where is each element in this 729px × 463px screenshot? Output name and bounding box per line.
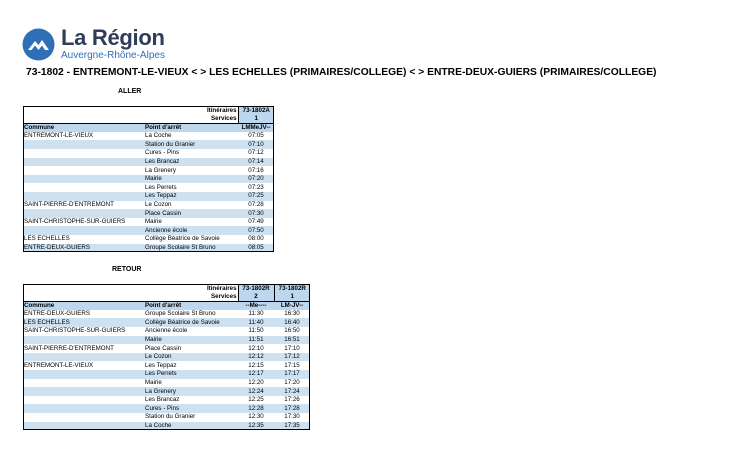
retour-timetable [23, 284, 310, 430]
commune-cell [23, 140, 144, 149]
table-row [23, 344, 310, 353]
time-cell: 17:12 [274, 353, 310, 362]
table-row [23, 235, 274, 244]
table-row [23, 336, 310, 345]
services-label: Services [23, 293, 238, 302]
commune-cell [23, 149, 144, 158]
commune-column-header: Commune [23, 123, 144, 132]
aller-heading: ALLER [118, 88, 142, 95]
commune-cell [23, 226, 144, 235]
time-cell: 16:51 [274, 336, 310, 345]
commune-cell [23, 379, 144, 388]
time-cell: 16:40 [274, 318, 310, 327]
commune-cell: LES ECHELLES [23, 235, 144, 244]
time-cell: 17:10 [284, 344, 300, 352]
stop-cell: Les Brancaz [144, 158, 238, 167]
commune-cell: SAINT-PIERRE-D'ENTREMONT [23, 201, 144, 210]
time-cell: 17:26 [284, 396, 300, 404]
table-row [23, 140, 274, 149]
commune-cell [23, 183, 144, 192]
table-row [23, 370, 310, 379]
table-row [23, 404, 310, 413]
stop-cell: Collège Béatrice de Savoie [145, 235, 220, 243]
time-cell: 08:05 [238, 244, 274, 253]
time-cell: 08:00 [248, 235, 264, 243]
itineraires-label: Itinéraires [23, 106, 238, 115]
time-cell: 12:17 [238, 370, 274, 379]
stop-cell: Groupe Scolaire St Bruno [145, 310, 216, 318]
stop-column-header: Point d'arrêt [144, 123, 238, 132]
service-days: --Me---- [238, 301, 274, 310]
commune-cell [23, 209, 144, 218]
commune-cell [23, 192, 144, 201]
commune-cell [23, 387, 144, 396]
itinerary-code: 73-1802R [238, 284, 274, 293]
table-row [23, 310, 310, 319]
commune-cell [23, 413, 144, 422]
commune-cell: SAINT-CHRISTOPHE-SUR-GUIERS [23, 327, 144, 336]
stop-cell: Mairie [144, 175, 238, 184]
time-cell: 12:15 [248, 361, 264, 369]
table-row [23, 218, 274, 227]
stop-cell: Cures - Pins [145, 149, 180, 157]
stop-cell: Le Cozon [145, 201, 172, 209]
service-days: LMMeJV-- [238, 123, 274, 132]
time-cell: 12:25 [248, 396, 264, 404]
time-cell: 17:30 [284, 413, 300, 421]
table-row [23, 396, 310, 405]
stop-column-header: Point d'arrêt [144, 301, 238, 310]
time-cell: 12:35 [238, 422, 274, 431]
time-cell: 11:30 [248, 310, 264, 318]
logo-subtitle: Auvergne-Rhône-Alpes [61, 50, 165, 61]
table-row [23, 353, 310, 362]
stop-cell: Station du Granier [145, 413, 196, 421]
commune-cell: ENTRE-DEUX-GUIERS [23, 310, 144, 319]
stop-cell: Cures - Pins [144, 404, 238, 413]
stop-cell: Ancienne école [144, 226, 238, 235]
time-cell: 17:17 [274, 370, 310, 379]
stop-cell: Le Cozon [144, 353, 238, 362]
stop-cell: Station du Granier [144, 140, 238, 149]
time-cell: 12:28 [238, 404, 274, 413]
commune-cell [23, 422, 144, 431]
commune-cell [23, 158, 144, 167]
stop-cell: Collège Béatrice de Savoie [144, 318, 238, 327]
itineraires-label: Itinéraires [23, 284, 238, 293]
service-days: LM-JV-- [274, 301, 310, 310]
time-cell: 17:15 [284, 361, 300, 369]
table-row [23, 175, 274, 184]
stop-cell: La Coche [145, 132, 172, 140]
commune-cell [23, 166, 144, 175]
table-row [23, 201, 274, 210]
time-cell: 16:50 [284, 327, 300, 335]
service-number: 1 [238, 115, 274, 124]
time-cell: 07:14 [238, 158, 274, 167]
time-cell: 07:30 [238, 209, 274, 218]
services-label: Services [23, 115, 238, 124]
service-number: 1 [274, 293, 310, 302]
stop-cell: Ancienne école [145, 327, 188, 335]
time-cell: 12:30 [248, 413, 264, 421]
commune-cell: ENTREMONT-LE-VIEUX [23, 361, 144, 370]
table-row [23, 149, 274, 158]
commune-cell: SAINT-PIERRE-D'ENTREMONT [23, 344, 144, 353]
table-row [23, 183, 274, 192]
stop-cell: La Grenery [145, 166, 176, 174]
commune-cell [23, 353, 144, 362]
table-row [23, 132, 274, 141]
stop-cell: Les Brancaz [145, 396, 180, 404]
time-cell: 17:35 [274, 422, 310, 431]
commune-cell [23, 336, 144, 345]
time-cell: 12:20 [248, 379, 264, 387]
time-cell: 11:51 [238, 336, 274, 345]
stop-cell: Groupe Scolaire St Bruno [144, 244, 238, 253]
stop-cell: Place Cassin [144, 209, 238, 218]
table-row [23, 361, 310, 370]
table-row [23, 244, 274, 253]
time-cell: 11:40 [238, 318, 274, 327]
time-cell: 07:28 [248, 201, 264, 209]
table-row [23, 413, 310, 422]
time-cell: 07:25 [238, 192, 274, 201]
stop-cell: Place Cassin [145, 344, 182, 352]
stop-cell: Les Perrets [145, 183, 177, 191]
commune-cell [23, 396, 144, 405]
commune-cell: SAINT-CHRISTOPHE-SUR-GUIERS [23, 218, 144, 227]
time-cell: 16:30 [284, 310, 300, 318]
aller-timetable [23, 106, 274, 252]
stop-cell: Mairie [144, 336, 238, 345]
time-cell: 12:10 [248, 344, 264, 352]
time-cell: 07:12 [248, 149, 264, 157]
commune-cell [23, 404, 144, 413]
commune-cell: LES ECHELLES [23, 318, 144, 327]
time-cell: 07:23 [248, 183, 264, 191]
table-row [23, 327, 310, 336]
region-logo [22, 27, 165, 61]
time-cell: 07:10 [238, 140, 274, 149]
time-cell: 07:49 [248, 218, 264, 226]
time-cell: 07:50 [238, 226, 274, 235]
itinerary-code: 73-1802A [238, 106, 274, 115]
table-row [23, 192, 274, 201]
commune-cell [23, 370, 144, 379]
time-cell: 17:20 [284, 379, 300, 387]
table-row [23, 379, 310, 388]
time-cell: 17:28 [274, 404, 310, 413]
time-cell: 07:16 [248, 166, 264, 174]
commune-cell: ENTREMONT-LE-VIEUX [23, 132, 144, 141]
table-row [23, 226, 274, 235]
commune-cell: ENTRE-DEUX-GUIERS [23, 244, 144, 253]
service-number: 2 [238, 293, 274, 302]
time-cell: 07:20 [238, 175, 274, 184]
stop-cell: Les Teppaz [145, 361, 177, 369]
stop-cell: Mairie [145, 379, 162, 387]
table-row [23, 387, 310, 396]
commune-cell [23, 175, 144, 184]
commune-column-header: Commune [23, 301, 144, 310]
table-row [23, 318, 310, 327]
retour-heading: RETOUR [112, 266, 142, 273]
table-row [23, 166, 274, 175]
time-cell: 07:05 [248, 132, 264, 140]
time-cell: 12:12 [238, 353, 274, 362]
time-cell: 12:24 [238, 387, 274, 396]
stop-cell: Les Perrets [144, 370, 238, 379]
time-cell: 11:50 [248, 327, 264, 335]
table-row [23, 158, 274, 167]
stop-cell: La Grenery [144, 387, 238, 396]
table-row [23, 422, 310, 431]
stop-cell: Mairie [145, 218, 162, 226]
time-cell: 17:24 [274, 387, 310, 396]
stop-cell: La Coche [144, 422, 238, 431]
itinerary-code: 73-1802R [274, 284, 310, 293]
region-mountain-icon [22, 28, 55, 61]
page-title: 73-1802 - ENTREMONT-LE-VIEUX < > LES ECHELLES (PRIMAIRES/COLLEGE) < > ENTRE-DEUX-GUIERS (PRIMAIRES/COLLEGE) [26, 67, 657, 78]
logo-title: La Région [61, 25, 165, 50]
table-row [23, 209, 274, 218]
stop-cell: Les Teppaz [144, 192, 238, 201]
